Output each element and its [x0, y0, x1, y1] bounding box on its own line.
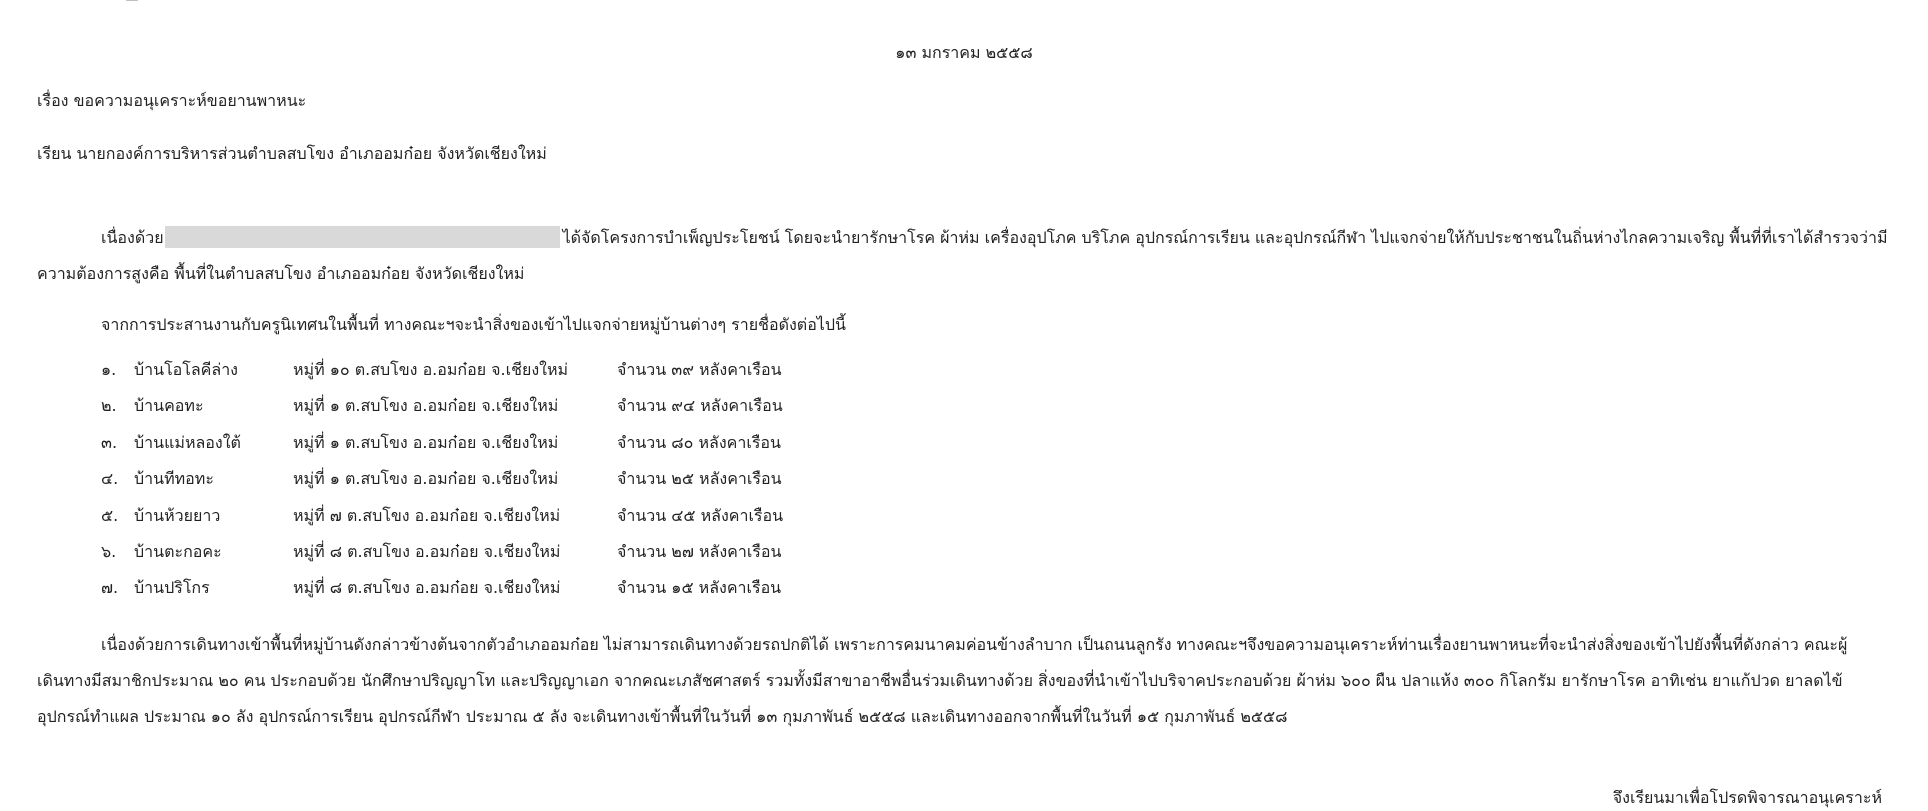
village-location: หมู่ที่ ๗ ต.สบโขง อ.อมก๋อย จ.เชียงใหม่ [293, 505, 561, 525]
village-name: บ้านห้วยยาว [134, 505, 221, 525]
village-name: บ้านทีทอทะ [134, 469, 214, 489]
village-location: หมู่ที่ ๑ ต.สบโขง อ.อมก๋อย จ.เชียงใหม่ [293, 469, 559, 489]
village-name: บ้านตะกอคะ [134, 541, 222, 561]
village-name: บ้านคอทะ [134, 396, 204, 416]
village-name: บ้านแม่หลองใต้ [134, 432, 241, 452]
village-number: ๒. [101, 396, 117, 416]
village-household-count: จำนวน ๒๗ หลังคาเรือน [617, 541, 782, 561]
village-location: หมู่ที่ ๑ ต.สบโขง อ.อมก๋อย จ.เชียงใหม่ [293, 396, 559, 416]
village-name: บ้านปริโกร [134, 578, 210, 598]
paragraph1-rest: ได้จัดโครงการบำเพ็ญประโยชน์ โดยจะนำยารักษาโรค ผ้าห่ม เครื่องอุปโภค บริโภค อุปกรณ์การเรียน และอุปกรณ์กีฬา ไปแจกจ่ายให้กับประชาชนในถิ่นห่างไกลความเจริญ พื้นที่ที่เราได้สำรวจว่ามี [562, 228, 1888, 247]
village-household-count: จำนวน ๔๕ หลังคาเรือน [617, 505, 784, 525]
village-location: หมู่ที่ ๘ ต.สบโขง อ.อมก๋อย จ.เชียงใหม่ [293, 541, 561, 561]
village-location: หมู่ที่ ๑ ต.สบโขง อ.อมก๋อย จ.เชียงใหม่ [293, 432, 559, 452]
paragraph3-first-line: เนื่องด้วยการเดินทางเข้าพื้นที่หมู่บ้านดังกล่าวข้างต้นจากตัวอำเภออมก๋อย ไม่สามารถเดินทางด้วยรถปกติได้ เพราะการคมนาคมค่อนข้างลำบาก เป็นถนนลูกรัง ทางคณะฯจึงขอความอนุเคราะห์ท่านเรื่องยานพาหนะที่จะนำส่งสิ่งของเข้าไปยังพื้นที่ดังกล่าว คณะผู้ [101, 635, 1848, 654]
paragraph3-second-line: เดินทางมีสมาชิกประมาณ ๒๐ คน ประกอบด้วย นักศึกษาปริญญาโท และปริญญาเอก จากคณะเภสัชศาสตร์ รวมทั้งมีสาขาอาชีพอื่นร่วมเดินทางด้วย สิ่งของที่นำเข้าไปบริจาคประกอบด้วย ผ้าห่ม ๖๐๐ ผืน ปลาแห้ง ๓๐๐ กิโลกรัม ยารักษาโรค อาทิเช่น ยาแก้ปวด ยาลดไข้ [37, 671, 1843, 690]
letter-date: ๑๓ มกราคม ๒๕๕๘ [895, 43, 1033, 62]
village-name: บ้านโอโลคีล่าง [134, 360, 238, 379]
village-number: ๓. [101, 432, 118, 452]
letter-subject: เรื่อง ขอความอนุเคราะห์ขอยานพาหนะ [37, 91, 307, 110]
paragraph-request-details [37, 627, 1892, 735]
village-location: หมู่ที่ ๑๐ ต.สบโขง อ.อมก๋อย จ.เชียงใหม่ [293, 360, 569, 379]
village-number: ๖. [101, 541, 117, 561]
letter-recipient: เรียน นายกองค์การบริหารส่วนตำบลสบโขง อำเภออมก๋อย จังหวัดเชียงใหม่ [37, 144, 547, 163]
redacted-organization-name [165, 226, 560, 248]
paragraph3-third-line: อุปกรณ์ทำแผล ประมาณ ๑๐ ลัง อุปกรณ์การเรียน อุปกรณ์กีฬา ประมาณ ๕ ลัง จะเดินทางเข้าพื้นที่ในวันที่ ๑๓ กุมภาพันธ์ ๒๕๕๘ และเดินทางออกจากพื้นที่ในวันที่ ๑๕ กุมภาพันธ์ ๒๕๕๘ [37, 707, 1288, 726]
village-number: ๕. [101, 505, 119, 525]
village-household-count: จำนวน ๒๕ หลังคาเรือน [617, 469, 782, 489]
paragraph1-second-line: ความต้องการสูงคือ พื้นที่ในตำบลสบโขง อำเภออมก๋อย จังหวัดเชียงใหม่ [37, 264, 525, 283]
village-household-count: จำนวน ๘๐ หลังคาเรือน [617, 432, 781, 452]
village-household-count: จำนวน ๓๙ หลังคาเรือน [617, 360, 782, 379]
paragraph-coordination: จากการประสานงานกับครูนิเทศนในพื้นที่ ทางคณะฯจะนำสิ่งของเข้าไปแจกจ่ายหมู่บ้านต่างๆ รายชื่อดังต่อไปนี้ [101, 315, 846, 334]
letter-closing: จึงเรียนมาเพื่อโปรดพิจารณาอนุเคราะห์ [1612, 788, 1882, 807]
village-number: ๔. [101, 469, 119, 489]
village-number: ๑. [101, 360, 117, 379]
paragraph1-lead: เนื่องด้วย [101, 228, 164, 247]
village-location: หมู่ที่ ๘ ต.สบโขง อ.อมก๋อย จ.เชียงใหม่ [293, 578, 561, 598]
page-top-mark [126, 0, 138, 1]
village-household-count: จำนวน ๙๔ หลังคาเรือน [617, 396, 783, 416]
paragraph-project-intro [37, 220, 1892, 292]
village-number: ๗. [101, 578, 119, 598]
paragraph1-first-line [37, 220, 1892, 256]
village-household-count: จำนวน ๑๕ หลังคาเรือน [617, 578, 782, 598]
